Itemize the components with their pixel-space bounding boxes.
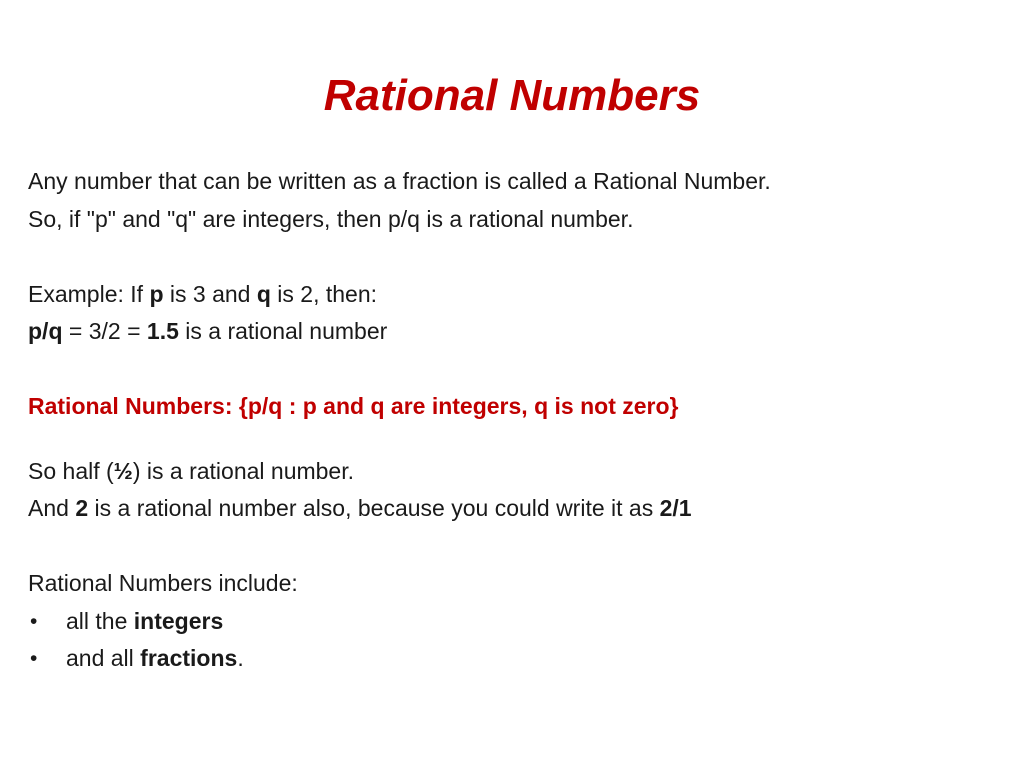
slide-content: [28, 163, 998, 678]
intro-line-2: So, if "p" and "q" are integers, then p/q is a rational number.: [28, 205, 634, 232]
list-item-prefix: and all: [66, 645, 141, 671]
example-line-1: [28, 276, 998, 314]
list-item-bold: fractions: [140, 645, 238, 671]
example-value: 1.5: [146, 318, 179, 344]
example-mid: is 3 and: [163, 280, 257, 307]
half-line-2: [28, 490, 998, 528]
example-suffix: is 2, then:: [270, 280, 378, 307]
example-prefix: Example: If: [28, 280, 150, 307]
example-line-2: [28, 313, 998, 351]
example-pq: p/q: [28, 318, 63, 344]
half-prefix: So half (: [28, 457, 114, 484]
half-line-1: [28, 453, 998, 491]
definition-line: [28, 388, 998, 426]
definition-text: Rational Numbers: {p/q : p and q are integers, q is not zero}: [28, 393, 679, 419]
list-item-bold: integers: [133, 607, 224, 634]
bullet-icon: •: [30, 647, 38, 670]
example-equation: = 3/2 =: [62, 318, 147, 344]
example-p: p: [149, 280, 164, 307]
list-item-suffix: .: [237, 645, 244, 671]
two-number: 2: [75, 495, 89, 521]
intro-line-1: Any number that can be written as a fraction is called a Rational Number.: [28, 168, 771, 194]
spacer: [28, 238, 998, 276]
spacer: [28, 351, 998, 389]
example-q: q: [256, 280, 271, 307]
spacer: [28, 528, 998, 566]
spacer: [28, 426, 998, 453]
two-fraction: 2/1: [659, 495, 692, 521]
half-symbol: ½: [113, 457, 133, 484]
list-item-prefix: all the: [66, 607, 134, 634]
example-result: is a rational number: [178, 318, 388, 344]
bullet-icon: •: [30, 609, 38, 633]
two-mid: is a rational number also, because you could write it as: [88, 495, 660, 521]
two-prefix: And: [28, 495, 76, 521]
half-suffix: ) is a rational number.: [132, 457, 355, 484]
list-item: [28, 603, 998, 641]
include-heading: Rational Numbers include:: [28, 570, 298, 596]
slide-title: Rational Numbers: [323, 71, 701, 120]
list-item: [28, 640, 998, 678]
